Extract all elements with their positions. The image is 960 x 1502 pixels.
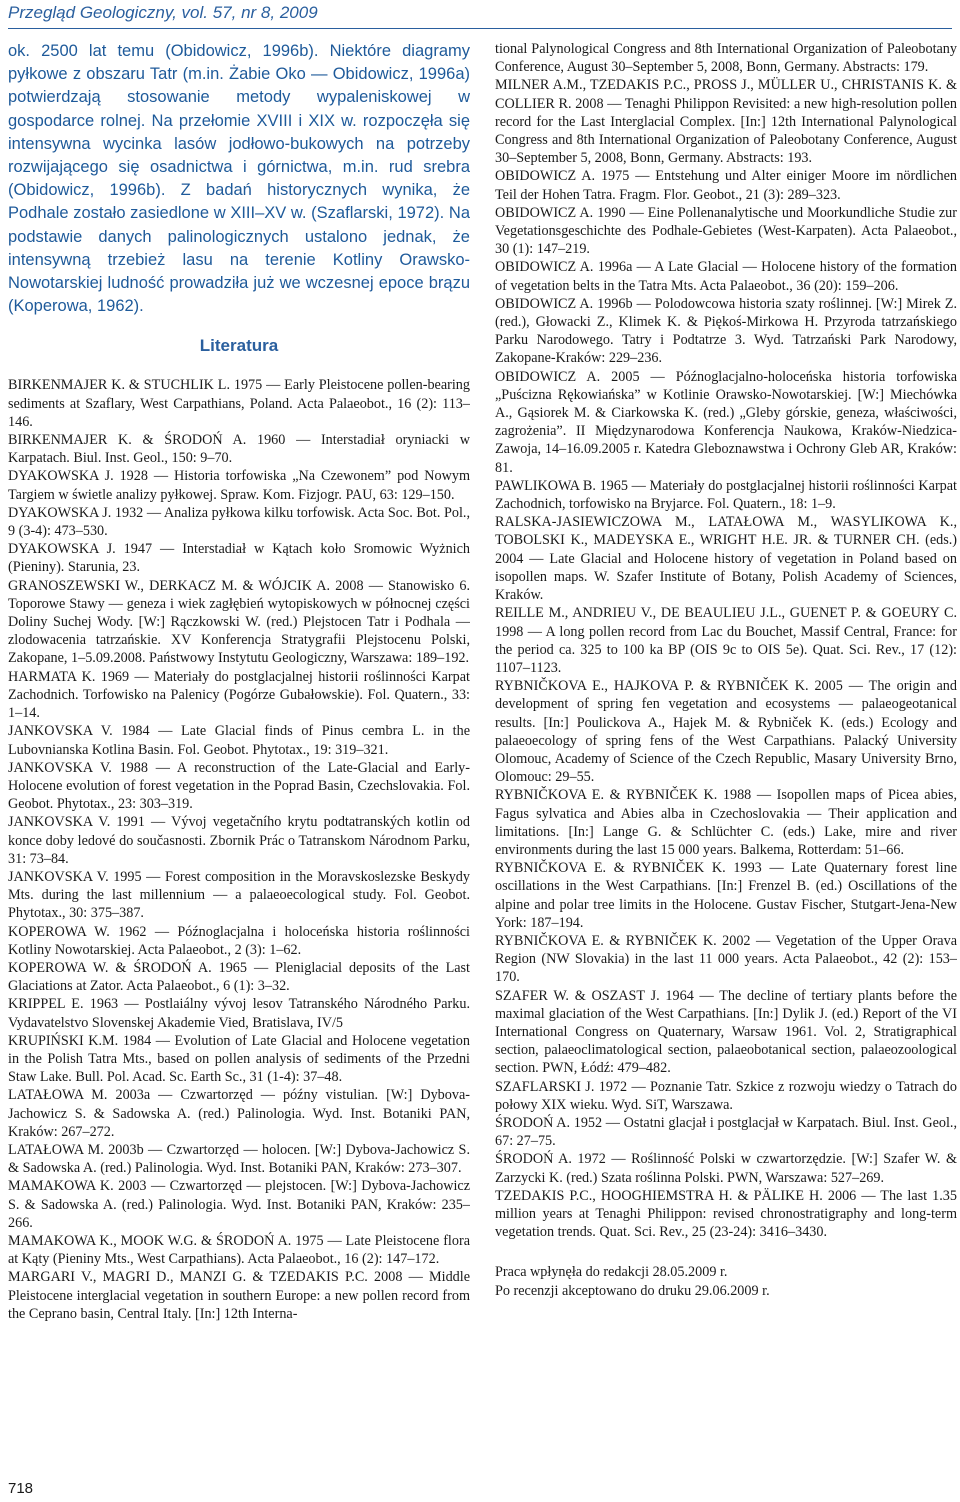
reference-entry: BIRKENMAJER K. & STUCHLIK L. 1975 — Early Pleistocene pollen-bearing sediments at Szaflary, West Carpathians, Poland. Acta Palaeobot., 16 (2): 113–146. <box>8 377 470 430</box>
literature-heading: Literatura <box>199 336 279 356</box>
reference-entry: HARMATA K. 1969 — Materiały do postglacjalnej historii roślinności Karpat Zachodnich. Torfowisko na Palenicy (Pogórze Gubałowskie). Fol. Quatern., 33: 1–14. <box>8 668 470 722</box>
reference-entry: MAMAKOWA K. 2003 — Czwartorzęd — plejstocen. [W:] Dybova-Jachowicz S. & Sadowska A. (red.) Palinologia. Wyd. Inst. Botaniki PAN, Kraków: 235–266. <box>8 1178 470 1231</box>
left-column <box>8 40 470 1460</box>
body-paragraph: ok. 2500 lat temu (Obidowicz, 1996b). Niektóre diagramy pyłkowe z obszaru Tatr (m.in. Żabie Oko — Obidowicz, 1996a) potwierdzają stosowanie metody wypaleniskowej w gospodarce rolnej. Na przełomie XVIII i XIX w. rozpoczęła się intensywna wycinka lasów jodłowo-bukowych na potrzeby rozwijającego się osadnictwa i górnictwa, m.in. rud srebra (Obidowicz, 1996b). Z badań historycznych wynika, że Podhale zostało zasiedlone w XIII–XV w. (Szaflarski, 1972). Na podstawie danych palinologicznych ustalono jednak, że intensywną trzebież lasu na terenie Kotliny Orawsko-Nowotarskiej ludność prowadziła już we wczesnej epoce brązu (Koperowa, 1962). <box>8 42 470 316</box>
reference-entry: GRANOSZEWSKI W., DERKACZ M. & WÓJCIK A. 2008 — Stanowisko 6. Toporowe Stawy — geneza i wiek zagłębień wytopiskowych w północnej części Doliny Suchej Wody. [W:] Rączkowski W. (red.) Plejstocen Tatr i Podhala — zlodowacenia tatrzańskie. XV Konferencja Stratygrafii Plejstocenu Polski, Zakopane, 1–5.09.2008. Państwowy Instytutu Geologiczny, Warszawa: 189–192. <box>8 577 470 667</box>
reference-entry: tional Palynological Congress and 8th International Organization of Paleobotany Conference, August 30–September 5, 2008, Bonn, Germany. Abstracts: 179. <box>495 41 957 76</box>
reference-entry: MARGARI V., MAGRI D., MANZI G. & TZEDAKIS P.C. 2008 — Middle Pleistocene interglacial vegetation in southern Europe: a new pollen record from the Ceprano basin, Central Italy. [In:] 12th Interna- <box>8 1269 470 1322</box>
reference-entry: RYBNIČKOVA E. & RYBNIČEK K. 1988 — Isopollen maps of Picea abies, Fagus sylvatica and Abies alba in Czechoslovakia — Their application and limitations. [In:] Lange G. & Schlüchter C. (eds.) Lake, mire and river environments during the last 15 000 years. Balkema, Rotterdam: 51–66. <box>495 787 957 858</box>
reference-entry: OBIDOWICZ A. 1996b — Polodowcowa historia szaty roślinnej. [W:] Mirek Z. (red.), Głowacki Z., Klimek K. & Piękoś-Mirkowa H. Przyroda tatrzańskiego Parku Narodowego. Tatry i Podtatrze 3. Wyd. Tatrzański Park Narodowy, Zakopane-Kraków: 229–236. <box>495 295 957 367</box>
reference-entry: LATAŁOWA M. 2003a — Czwartorzęd — późny vistulian. [W:] Dybova-Jachowicz S. & Sadowska A. (red.) Palinologia. Wyd. Inst. Botaniki PAN, Kraków: 267–272. <box>8 1087 470 1140</box>
reference-entry: REILLE M., ANDRIEU V., DE BEAULIEU J.L., GUENET P. & GOEURY C. 1998 — A long pollen record from Lac du Bouchet, Massif Central, France: for the period ca. 325 to 100 ka BP (OIS 9c to OIS 5e). Quat. Sci. Rev., 17 (12): 1107–1123. <box>495 605 957 676</box>
reference-entry: OBIDOWICZ A. 2005 — Późnoglacjalno-holoceńska historia torfowiska „Puścizna Rękowiańska” w Kotlinie Orawsko-Nowotarskiej. [W:] Miechówka A., Gąsiorek M. & Ciarkowska K. (red.) „Gleby górskie, geneza, właściwości, zagrożenia”. II Międzynarodowa Konferencja Naukowa, Kraków-Niedzica-Zawoja, 14–16.09.2005 r. Katedra Gleboznawstwa i Ochrony Gleb AR, Kraków: 81. <box>495 368 957 476</box>
reference-entry: KOPEROWA W. 1962 — Późnoglacjalna i holoceńska historia roślinności Kotliny Nowotarskiej. Acta Palaeobot., 2 (3): 1–62. <box>8 923 470 958</box>
reference-entry: OBIDOWICZ A. 1996a — A Late Glacial — Holocene history of the formation of vegetation belts in the Tatra Mts. Acta Palaeobot., 36 (20): 159–206. <box>495 259 957 294</box>
reference-entry: LATAŁOWA M. 2003b — Czwartorzęd — holocen. [W:] Dybova-Jachowicz S. & Sadowska A. (red.) Palinologia. Wyd. Inst. Botaniki PAN, Kraków: 273–307. <box>8 1141 470 1177</box>
reference-entry: TZEDAKIS P.C., HOOGHIEMSTRA H. & PÄLIKE H. 2006 — The last 1.35 million years at Tenaghi Philippon: revised chronostratigraphy and long-term vegetation trends. Quat. Sci. Rev., 25 (23-24): 3416–3430. <box>495 1187 957 1241</box>
received-note: Praca wpłynęła do redakcji 28.05.2009 r. <box>495 1264 728 1281</box>
reference-entry: KRIPPEL E. 1963 — Postlaiálny vývoj lesov Tatranského Národného Parku. Vydavatelstvo Slovenskej Akademie Vied, Bratislava, IV/5 <box>8 996 470 1031</box>
reference-entry: MILNER A.M., TZEDAKIS P.C., PROSS J., MÜLLER U., CHRISTANIS K. & COLLIER R. 2008 — Tenaghi Philippon Revisited: a new high-resolution pollen record for the Last Interglacial Complex. [In:] 12th International Palynological Congress and 8th International Organization of Paleobotany Conference, August 30–September 5, 2008, Bonn, Germany. Abstracts: 193. <box>495 77 957 167</box>
reference-entry: DYAKOWSKA J. 1947 — Interstadiał w Kątach koło Sromowic Wyżnich (Pieniny). Starunia, 23. <box>8 541 470 576</box>
reference-entry: RYBNIČKOVA E. & RYBNIČEK K. 2002 — Vegetation of the Upper Orava Region (NW Slovakia) in the last 11 000 years. Acta Palaeobot., 42 (2): 153–170. <box>495 932 957 986</box>
page-number: 718 <box>8 1480 34 1497</box>
reference-entry: MAMAKOWA K., MOOK W.G. & ŚRODOŃ A. 1975 — Late Pleistocene flora at Kąty (Pieniny Mts., West Carpathians). Acta Palaeobot., 16 (2): 147–172. <box>8 1232 470 1268</box>
reference-entry: OBIDOWICZ A. 1990 — Eine Pollenanalytische und Moorkundliche Studie zur Vegetationsgeschichte des Podhale-Gebietes (West-Karpaten). Acta Palaeobot., 30 (1): 147–219. <box>495 204 957 258</box>
running-header <box>8 2 952 29</box>
accepted-note: Po recenzji akceptowano do druku 29.06.2009 r. <box>495 1282 770 1299</box>
reference-entry: KRUPIŃSKI K.M. 1984 — Evolution of Late Glacial and Holocene vegetation in the Polish Tatra Mts., based on pollen analysis of sediments of the Przedni Staw Lake. Bull. Pol. Acad. Sc. Earth Sc., 31 (1-4): 37–48. <box>8 1032 470 1086</box>
submission-notes <box>495 1263 957 1299</box>
reference-list-right <box>495 40 957 1241</box>
reference-entry: ŚRODOŃ A. 1952 — Ostatni glacjał i postglacjał w Karpatach. Biul. Inst. Geol., 67: 27–75. <box>495 1114 957 1150</box>
reference-entry: DYAKOWSKA J. 1928 — Historia torfowiska „Na Czewonem” pod Nowym Targiem w świetle analizy pyłkowej. Spraw. Kom. Fizjogr. PAU, 63: 129–150. <box>8 468 470 503</box>
reference-entry: JANKOVSKA V. 1991 — Vývoj vegetačního krytu podtatranských kotlin od konce doby ledové do současnosti. Zbornik Prác o Tatranskom Národnom Parku, 31: 73–84. <box>8 814 470 867</box>
reference-entry: PAWLIKOWA B. 1965 — Materiały do postglacjalnej historii roślinności Karpat Zachodnich, torfowisko na Bryjarce. Fol. Quatern., 18: 1–9. <box>495 477 957 513</box>
reference-entry: RYBNIČKOVA E. & RYBNIČEK K. 1993 — Late Quaternary forest line oscillations in the West Carpathians. [In:] Frenzel B. (ed.) Oscillations of the alpine and polar tree limits in the Holocene. Gustav Fischer, Stutgart-Jena-New York: 187–194. <box>495 860 957 931</box>
reference-entry: BIRKENMAJER K. & ŚRODOŃ A. 1960 — Interstadiał oryniacki w Karpatach. Biul. Inst. Geol., 150: 9–70. <box>8 432 470 467</box>
reference-entry: SZAFLARSKI J. 1972 — Poznanie Tatr. Szkice z rozwoju wiedzy o Tatrach do połowy XIX wieku. Wyd. SiT, Warszawa. <box>495 1078 957 1113</box>
reference-entry: SZAFER W. & OSZAST J. 1964 — The decline of tertiary plants before the maximal glaciation of the West Carpathians. [In:] Dylik J. (ed.) Report of the VI International Congress on Quaternary, Warsaw 1961. Vol. 2, Stratigraphical section, palaeoclimatological section, palaeobotanical section, palaeozoological section. PWN, Łódź: 479–482. <box>495 987 957 1077</box>
reference-entry: JANKOVSKA V. 1984 — Late Glacial finds of Pinus cembra L. in the Lubovnianska Kotlina Basin. Fol. Geobot. Phytotax., 19: 319–321. <box>8 723 470 758</box>
reference-entry: JANKOVSKA V. 1995 — Forest composition in the Moravskoslezske Beskydy Mts. during the last millennium — a palaeoecological study. Fol. Geobot. Phytotax., 30: 375–387. <box>8 868 470 922</box>
reference-entry: KOPEROWA W. & ŚRODOŃ A. 1965 — Pleniglacial deposits of the Last Glaciations at Zator. Acta Palaeobot., 6 (1): 3–32. <box>8 959 470 995</box>
reference-list-left <box>8 376 470 1323</box>
running-title: Przegląd Geologiczny, vol. 57, nr 8, 2009 <box>8 3 318 22</box>
reference-entry: RALSKA-JASIEWICZOWA M., LATAŁOWA M., WASYLIKOWA K., TOBOLSKI K., MADEYSKA E., WRIGHT H.E. JR. & TURNER CH. (eds.) 2004 — Late Glacial and Holocene history of vegetation in Poland based on isopollen maps. W. Szafer Institute of Botany, Polish Academy of Sciences, Kraków. <box>495 514 957 604</box>
reference-entry: RYBNIČKOVA E., HAJKOVA P. & RYBNIČEK K. 2005 — The origin and development of spring fen vegetation and ecosystems — palaeogeotanical results. [In:] Poulickova A., Hajek M. & Rybniček K. (eds.) Ecology and palaeoecology of spring fens of the West Carpathians. Palacký University Olomouc, Academy of Science of the Czech Republic, Masary University Brno, Olomouc: 29–55. <box>495 678 957 786</box>
reference-entry: ŚRODOŃ A. 1972 — Roślinność Polski w czwartorzędzie. [W:] Szafer W. & Zarzycki K. (red.) Szata roślinna Polski. PWN, Warszawa: 527–269. <box>495 1151 957 1186</box>
right-column <box>495 40 957 1460</box>
reference-entry: OBIDOWICZ A. 1975 — Entstehung und Alter einiger Moore im nördlichen Teil der Hohen Tatra. Fragm. Flor. Geobot., 21 (3): 289–323. <box>495 168 957 203</box>
reference-entry: JANKOVSKA V. 1988 — A reconstruction of the Late-Glacial and Early-Holocene evolution of forest vegetation in the Poprad Basin, Czechslovakia. Fol. Geobot. Phytotax., 23: 303–319. <box>8 759 470 813</box>
reference-entry: DYAKOWSKA J. 1932 — Analiza pyłkowa kilku torfowisk. Acta Soc. Bot. Pol., 9 (3-4): 473–530. <box>8 504 470 540</box>
